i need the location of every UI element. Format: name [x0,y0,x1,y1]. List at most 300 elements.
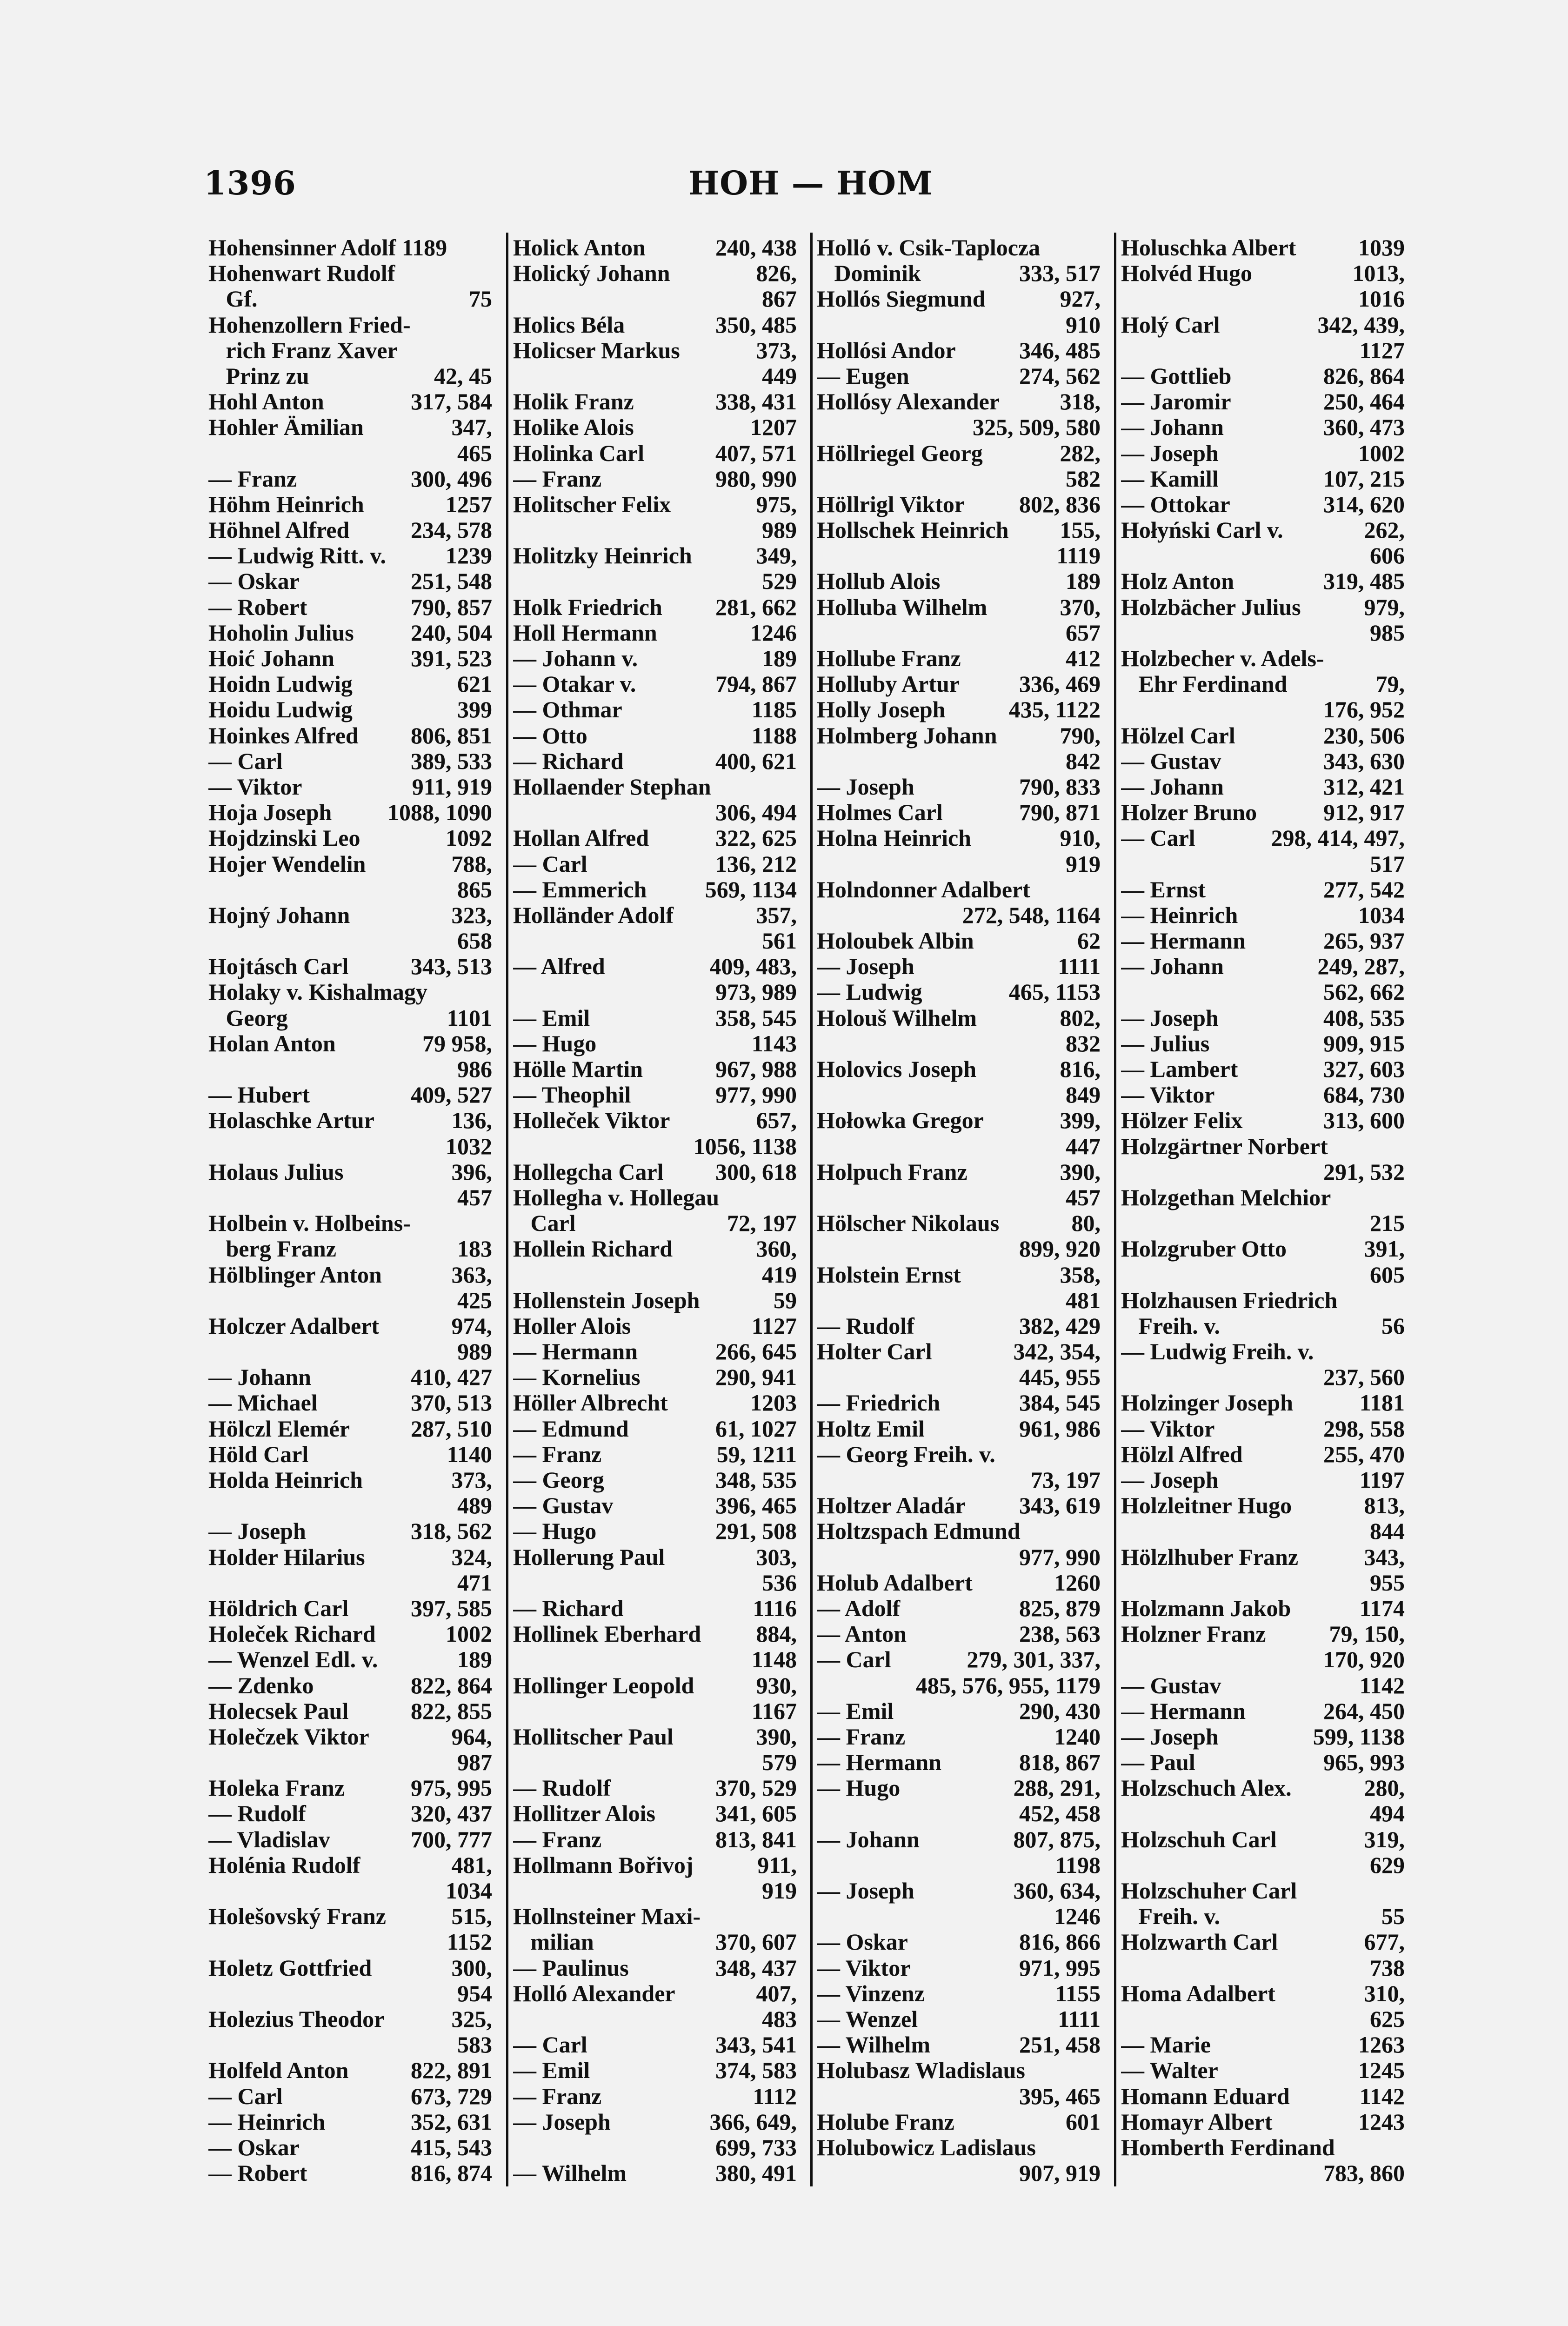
entry-name: Holzschuher Carl [1121,1878,1297,1904]
index-entry [1121,312,1405,338]
index-entry [817,389,1101,414]
entry-pages: 822, 891 [411,2058,492,2084]
entry-pages: 327, 603 [1323,1056,1405,1082]
entry-pages: 274, 562 [1019,363,1101,389]
index-entry [208,338,492,363]
entry-name: — Joseph [513,2109,611,2135]
index-entry [513,2084,797,2109]
index-entry [513,1724,797,1750]
entry-name: — Hermann [1121,928,1246,954]
entry-pages: 290, 941 [715,1364,797,1390]
entry-name: — Wenzel Edl. v. [208,1647,378,1673]
entry-name: Hollinger Leopold [513,1672,694,1698]
entry-pages: 310, [1364,1980,1405,2006]
index-entry [1121,1955,1405,1981]
index-entry [1121,441,1405,466]
entry-pages: 1207 [750,414,797,441]
entry-name: Holzwarth Carl [1121,1929,1278,1955]
index-entry [208,1570,492,1596]
entry-pages: 909, 915 [1323,1030,1405,1056]
entry-name: Holouš Wilhelm [817,1005,977,1031]
entry-name: Hollósy Alexander [817,389,1000,415]
entry-pages: 400, 621 [715,748,797,774]
index-entry [208,1981,492,2006]
entry-pages: 73, 197 [1031,1467,1101,1493]
entry-pages: 319, 485 [1323,568,1405,595]
entry-name: — Othmar [513,697,622,723]
entry-pages: 452, 458 [1019,1801,1101,1827]
entry-name: Prinz zu [208,363,309,389]
entry-name: — Theophil [513,1082,631,1108]
entry-pages: 967, 988 [715,1056,797,1082]
index-entry [513,1005,797,1031]
entry-name: Holzschuh Carl [1121,1826,1277,1852]
entry-pages: 62 [1077,928,1101,954]
entry-name: Holešovský Franz [208,1904,386,1930]
entry-pages: 374, 583 [715,2058,797,2084]
entry-pages: 849 [1066,1082,1101,1108]
index-entry [1121,517,1405,543]
entry-name: Hölzl Alfred [1121,1441,1243,1467]
entry-name: — Joseph [817,1878,914,1904]
entry-pages: 1263 [1358,2032,1405,2058]
index-entry [817,2160,1101,2186]
entry-pages: 391, [1364,1236,1405,1262]
index-entry [208,671,492,697]
entry-pages: 599, 1138 [1313,1724,1405,1750]
entry-pages: 1246 [1054,1904,1101,1930]
entry-pages: 382, 429 [1019,1313,1101,1339]
entry-pages: 790, 833 [1019,774,1101,800]
entry-pages: 189 [457,1647,492,1673]
entry-name: — Viktor [1121,1416,1215,1442]
entry-pages: 272, 548, 1164 [962,902,1101,928]
entry-name: — Kamill [1121,466,1219,492]
entry-pages: 974, [451,1313,492,1339]
entry-pages: 910 [1066,312,1101,338]
entry-name: — Rudolf [513,1775,611,1801]
entry-name: Hoja Joseph [208,800,332,826]
entry-name: Holler Alois [513,1313,631,1339]
index-entry [513,749,797,774]
entry-name: Höhm Heinrich [208,491,364,517]
entry-pages: 471 [457,1570,492,1596]
entry-pages: 457 [1066,1184,1101,1210]
index-entry [817,2032,1101,2058]
index-column-2 [513,235,797,2186]
entry-pages: 1016 [1358,286,1405,312]
index-entry [817,2109,1101,2135]
entry-name: Homann Eduard [1121,2083,1290,2109]
entry-name: — Rudolf [817,1313,914,1339]
entry-pages: 59, 1211 [716,1441,797,1467]
index-entry [208,286,492,312]
entry-name: Holzbächer Julius [1121,594,1301,620]
index-entry [817,902,1101,928]
index-entry [208,1313,492,1339]
index-entry [208,646,492,671]
entry-pages: 343, 513 [411,954,492,980]
entry-pages: 170, 920 [1323,1647,1405,1673]
index-entry [208,1082,492,1108]
entry-pages: 1088, 1090 [387,800,492,826]
index-entry [817,723,1101,749]
entry-pages: 867 [762,286,797,312]
entry-pages: 409, 527 [411,1082,492,1108]
entry-pages: 79 958, [422,1030,492,1056]
entry-pages: 582 [1066,466,1101,492]
entry-name: Holz Anton [1121,568,1234,595]
index-entry [817,1082,1101,1108]
index-entry [1121,1134,1405,1159]
entry-pages: 348, 535 [715,1467,797,1493]
index-entry [513,646,797,671]
entry-pages: 1152 [447,1929,492,1955]
index-entry [513,1981,797,2006]
index-entry [208,1236,492,1262]
entry-pages: 317, 584 [411,389,492,415]
index-entry [1121,1031,1405,1056]
entry-pages: 300, [451,1955,492,1981]
entry-name: Holub Adalbert [817,1570,973,1596]
entry-name: Holzgruber Otto [1121,1236,1287,1262]
entry-name: Holzner Franz [1121,1621,1266,1647]
index-entry [1121,1082,1405,1108]
entry-pages: 320, 437 [411,1801,492,1827]
index-entry [513,928,797,954]
entry-name: Holvéd Hugo [1121,261,1252,287]
entry-pages: 343, [1364,1544,1405,1570]
entry-pages: 412 [1066,646,1101,671]
entry-pages: 790, [1060,722,1101,749]
entry-pages: 1002 [446,1621,492,1647]
entry-pages: 341, 605 [715,1801,797,1827]
entry-pages: 1188 [751,722,797,749]
index-entry [1121,1442,1405,1467]
entry-name: — Paulinus [513,1955,629,1981]
entry-pages: 964, [451,1724,492,1750]
entry-name: — Ludwig Ritt. v. [208,543,387,569]
entry-pages: 373, [756,337,797,363]
entry-pages: 465 [457,440,492,466]
entry-pages: 447 [1066,1133,1101,1159]
entry-name: Hollmann Bořivoj [513,1852,694,1878]
entry-name: Hohenzollern Fried- [208,312,411,338]
index-entry [817,1570,1101,1596]
index-entry [208,492,492,517]
entry-name: Holstein Ernst [817,1262,961,1288]
entry-pages: 288, 291, [1013,1775,1101,1801]
entry-pages: 312, 421 [1323,774,1405,800]
entry-pages: 989 [762,517,797,543]
index-entry [513,1467,797,1493]
index-entry [817,1493,1101,1518]
entry-name: — Julius [1121,1030,1210,1056]
index-entry [1121,723,1405,749]
index-entry [513,800,797,825]
index-entry [513,979,797,1005]
index-entry [513,1647,797,1672]
index-entry [1121,646,1405,671]
index-entry [1121,1364,1405,1390]
index-entry [513,441,797,466]
index-entry [817,1056,1101,1082]
index-entry [817,543,1101,568]
entry-name: Holzleitner Hugo [1121,1493,1292,1519]
index-entry [513,851,797,877]
index-entry [1121,1159,1405,1185]
index-entry [208,1031,492,1056]
index-entry [513,1262,797,1288]
index-entry [817,1878,1101,1904]
index-entry [208,749,492,774]
index-entry [817,1750,1101,1775]
entry-pages: 240, 438 [715,235,797,261]
index-entry [208,954,492,979]
entry-pages: 1013, [1352,261,1405,287]
entry-pages: 517 [1370,851,1405,877]
index-entry [1121,1673,1405,1698]
index-entry [1121,1570,1405,1596]
entry-pages: 282, [1060,440,1101,466]
index-entry [513,1827,797,1852]
entry-name: — Robert [208,594,307,620]
entry-pages: 287, 510 [411,1416,492,1442]
entry-pages: 657 [1066,620,1101,646]
entry-pages: 1142 [1359,1672,1405,1698]
entry-pages: 346, 485 [1019,337,1101,363]
index-entry [1121,620,1405,646]
index-entry [817,2006,1101,2032]
entry-name: Holpuch Franz [817,1159,967,1185]
index-entry [817,774,1101,800]
entry-pages: 358, 545 [715,1005,797,1031]
index-entry [817,414,1101,440]
entry-pages: 1127 [751,1313,797,1339]
index-entry [208,851,492,877]
entry-pages: 397, 585 [411,1595,492,1621]
index-entry [208,825,492,851]
entry-pages: 802, 836 [1019,491,1101,517]
index-entry [208,441,492,466]
entry-pages: 370, [1060,594,1101,620]
index-entry [208,1390,492,1416]
entry-name: Hoinkes Alfred [208,722,359,749]
entry-pages: 684, 730 [1323,1082,1405,1108]
index-entry [1121,1596,1405,1621]
entry-name: Hojtásch Carl [208,954,349,980]
entry-name: Holló v. Csik-Taplocza [817,235,1041,261]
entry-name: Holitzky Heinrich [513,543,692,569]
entry-pages: 1155 [1055,1980,1101,2006]
index-entry [817,1955,1101,1981]
entry-name: — Carl [513,851,587,877]
entry-pages: 961, 986 [1019,1416,1101,1442]
entry-pages: 1243 [1358,2109,1405,2135]
index-entry [208,1442,492,1467]
entry-name: — Oskar [817,1929,908,1955]
entry-name: — Hubert [208,1082,310,1108]
entry-name: Holndonner Adalbert [817,876,1030,902]
entry-name: — Joseph [817,774,914,800]
entry-name: Holluby Artur [817,671,960,697]
entry-name: — Franz [513,2083,602,2109]
index-entry [208,1647,492,1672]
index-entry [208,517,492,543]
entry-pages: 790, 871 [1019,800,1101,826]
index-entry [513,1801,797,1826]
entry-pages: 832 [1066,1030,1101,1056]
entry-pages: 342, 354, [1013,1339,1101,1365]
entry-pages: 408, 535 [1323,1005,1405,1031]
entry-pages: 930, [756,1672,797,1698]
entry-name: Holtzspach Edmund [817,1518,1021,1544]
entry-pages: 342, 439, [1317,312,1405,338]
index-entry [1121,1750,1405,1775]
entry-pages: 658 [457,928,492,954]
entry-pages: 1260 [1054,1570,1101,1596]
index-entry [513,1878,797,1904]
page-number: 1396 [204,164,296,202]
entry-name: — Adolf [817,1595,901,1621]
index-entry [513,389,797,414]
index-entry [208,1493,492,1518]
entry-name: — Ottokar [1121,491,1230,517]
index-entry [1121,851,1405,877]
entry-name: Hojdzinski Leo [208,825,360,851]
entry-name: — Emil [513,2058,590,2084]
entry-pages: 234, 578 [411,517,492,543]
index-entry [513,2032,797,2058]
entry-name: Ehr Ferdinand [1121,671,1288,697]
entry-pages: 1092 [446,825,492,851]
index-entry [513,2058,797,2083]
index-entry [1121,1262,1405,1288]
index-entry [1121,2006,1405,2032]
entry-pages: 987 [457,1750,492,1776]
index-entry [817,1262,1101,1288]
index-entry [817,825,1101,851]
entry-pages: 907, 919 [1019,2160,1101,2186]
entry-name: Holzbecher v. Adels- [1121,646,1324,671]
entry-name: — Franz [817,1724,906,1750]
index-column-3 [817,235,1101,2186]
page-title: HOH — HOM [688,164,933,202]
index-entry [817,1621,1101,1647]
index-entry [1121,338,1405,363]
index-entry [1121,1185,1405,1210]
index-entry [208,414,492,440]
entry-pages: 971, 995 [1019,1955,1101,1981]
entry-pages: 807, 875, [1013,1826,1101,1852]
entry-pages: 1197 [1359,1467,1405,1493]
entry-name: Hollinek Eberhard [513,1621,701,1647]
entry-name: Hohl Anton [208,389,324,415]
index-entry [817,1724,1101,1750]
entry-pages: 1174 [1359,1595,1405,1621]
index-entry [208,979,492,1005]
entry-pages: 954 [457,1980,492,2006]
index-entry [513,1518,797,1544]
index-entry [513,1929,797,1955]
entry-name: Holluba Wilhelm [817,594,988,620]
index-entry [1121,1236,1405,1262]
entry-pages: 390, [1060,1159,1101,1185]
index-entry [1121,1210,1405,1236]
index-entry [513,1750,797,1775]
index-entry [513,1313,797,1339]
index-entry [208,1467,492,1493]
entry-name: Hollegha v. Hollegau [513,1184,720,1210]
entry-name: — Hugo [817,1775,901,1801]
entry-pages: 919 [1066,851,1101,877]
entry-name: — Emmerich [513,876,647,902]
entry-name: — Joseph [1121,1005,1219,1031]
entry-pages: 1245 [1358,2058,1405,2084]
entry-pages: 1240 [1054,1724,1101,1750]
index-entry [208,2135,492,2160]
entry-pages: 230, 506 [1323,722,1405,749]
entry-pages: 370, 607 [715,1929,797,1955]
entry-name: Hołyński Carl v. [1121,517,1283,543]
index-entry [1121,1724,1405,1750]
index-entry [513,620,797,646]
entry-name: Holtz Emil [817,1416,925,1442]
entry-pages: 481 [1066,1287,1101,1313]
index-entry [208,1698,492,1724]
index-entry [513,568,797,594]
entry-name: — Hermann [1121,1698,1246,1724]
index-entry [1121,286,1405,312]
index-entry [513,1416,797,1442]
entry-pages: 515, [451,1904,492,1930]
index-entry [817,877,1101,902]
entry-name: Holinka Carl [513,440,644,466]
entry-name: — Joseph [1121,1467,1219,1493]
index-entry [817,261,1101,286]
entry-name: Georg [208,1005,288,1031]
index-entry [208,261,492,286]
entry-pages: 1111 [1058,954,1101,980]
index-entry [208,1878,492,1904]
entry-name: — Anton [817,1621,907,1647]
index-entry [817,1904,1101,1929]
index-entry [1121,928,1405,954]
entry-pages: 825, 879 [1019,1595,1101,1621]
entry-pages: 237, 560 [1323,1364,1405,1390]
index-entry [1121,261,1405,286]
index-entry [817,1313,1101,1339]
entry-pages: 318, [1060,389,1101,415]
index-entry [208,363,492,389]
entry-pages: 561 [762,928,797,954]
entry-name: — Georg [513,1467,604,1493]
entry-pages: 449 [762,363,797,389]
index-entry [817,235,1101,261]
entry-pages: 536 [762,1570,797,1596]
entry-name: Holický Johann [513,261,670,287]
index-entry [817,1159,1101,1185]
entry-pages: 806, 851 [411,722,492,749]
entry-pages: 370, 513 [411,1390,492,1416]
entry-name: Holics Béla [513,312,625,338]
entry-name: — Gustav [1121,748,1221,774]
entry-pages: 279, 301, 337, [967,1647,1101,1673]
entry-pages: 1034 [446,1878,492,1904]
index-entry [817,568,1101,594]
index-entry [817,492,1101,517]
index-entry [208,1185,492,1210]
